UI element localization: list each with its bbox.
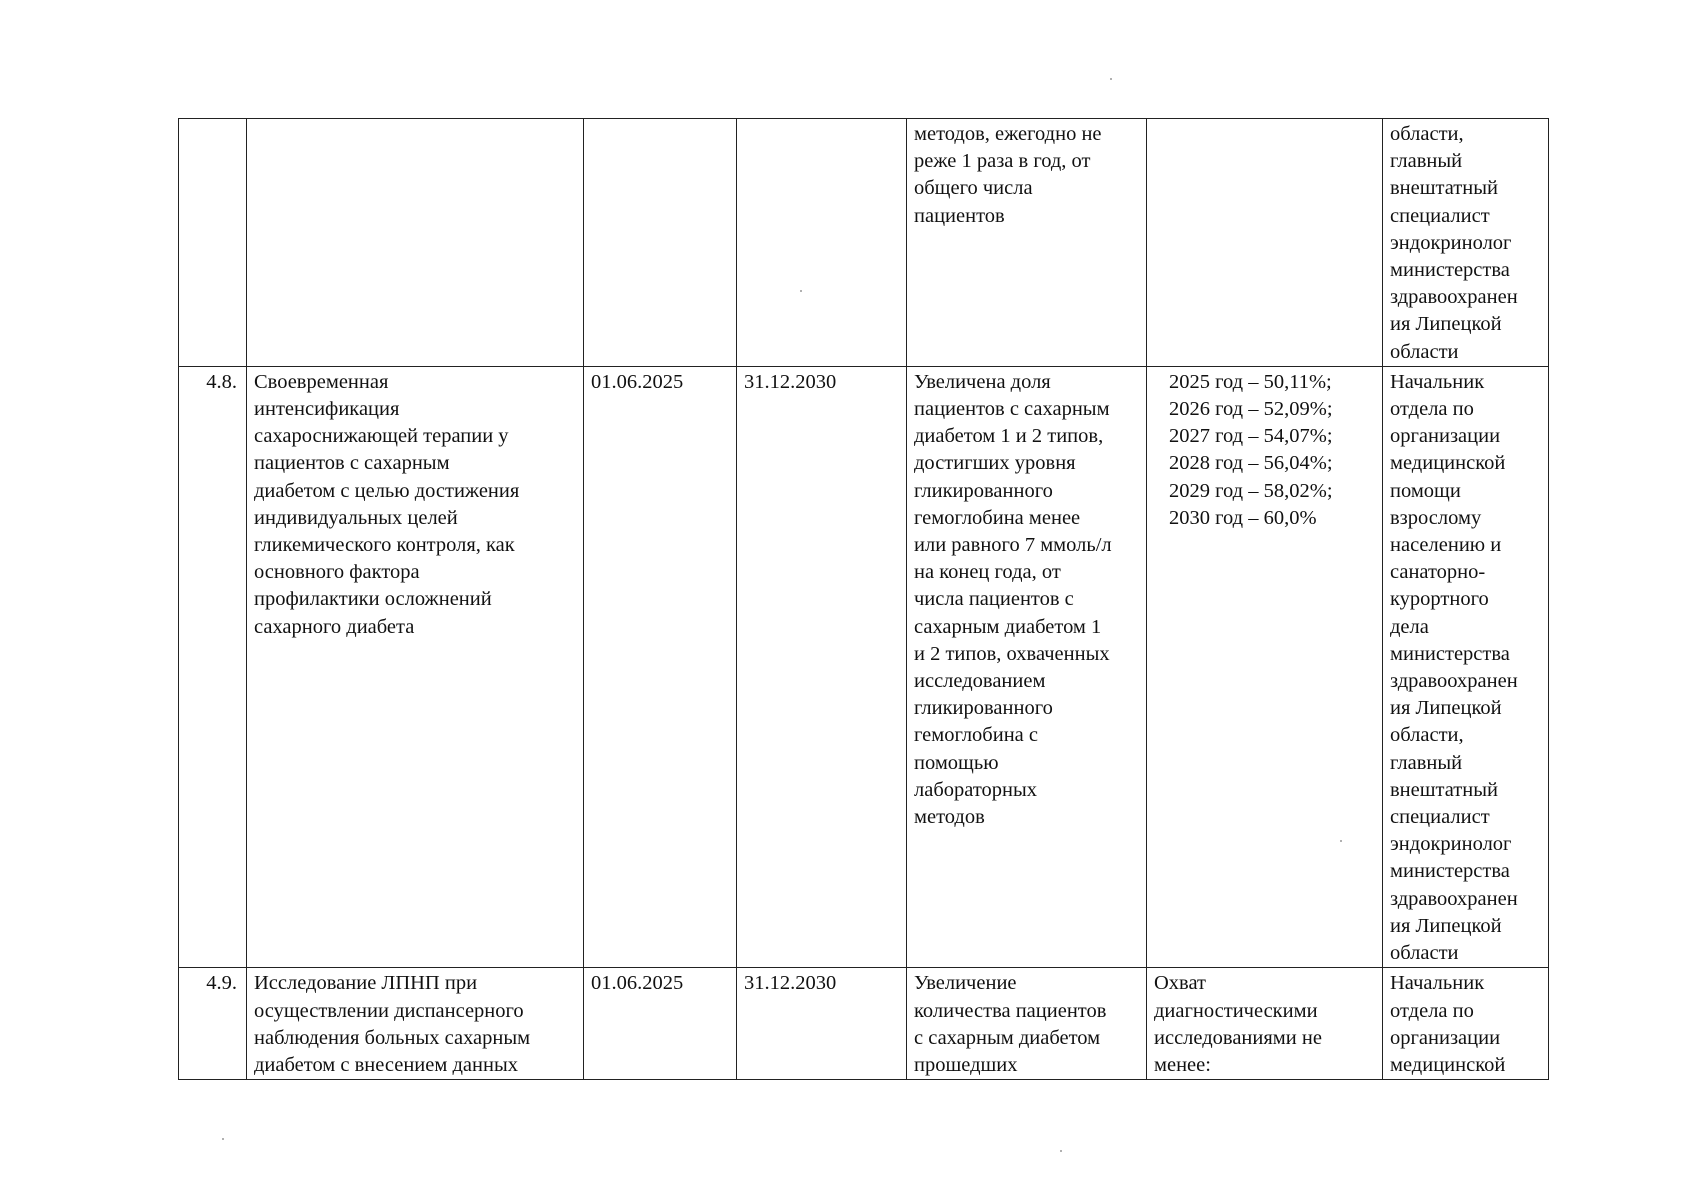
result-text: Увеличена доля пациентов с сахарным диабетом 1 и 2 типов, достигших уровня гликированного гемоглобина менее или равного 7 ммоль/л на конец года, от числа пациентов с сахарным диабетом 1 и 2 типов, охваченных исследованием гликированного гемоглобина с помощью лабораторных методов: [914, 370, 1112, 829]
responsible-text: Начальник отдела по организации медицинской: [1390, 972, 1506, 1076]
start-date-cell: [584, 968, 737, 1080]
activity-cell: [247, 119, 584, 367]
responsible-text: Начальник отдела по организации медицинской помощи взрослому населению и санаторно- курортного дела министерства здравоохранен ия Липецкой области, главный внештатный специалист эндокринолог министерства здравоохранен ия Липецкой области: [1390, 370, 1518, 965]
responsible-text: области, главный внештатный специалист эндокринолог министерства здравоохранен ия Липецкой области: [1390, 123, 1518, 363]
activity-text: Своевременная интенсификация сахароснижающей терапии у пациентов с сахарным диабетом с целью достижения индивидуальных целей гликемического контроля, как основного фактора профилактики осложнений сахарного диабета: [254, 370, 520, 638]
result-cell: [907, 119, 1147, 367]
end-date-cell: [737, 366, 907, 967]
end-date-cell: [737, 968, 907, 1080]
start-date-cell: [584, 366, 737, 967]
activity-cell: [247, 366, 584, 967]
activity-text: Исследование ЛПНП при осуществлении диспансерного наблюдения больных сахарным диабетом с внесением данных: [254, 972, 531, 1076]
target-cell: [1147, 366, 1383, 967]
scan-speck: [1340, 840, 1342, 842]
result-cell: [907, 968, 1147, 1080]
target-cell: [1147, 968, 1383, 1080]
end-date: 31.12.2030: [744, 972, 837, 995]
result-text: Увеличение количества пациентов с сахарным диабетом прошедших: [914, 972, 1107, 1076]
scan-speck: [222, 1138, 224, 1140]
scan-speck: [1060, 1150, 1062, 1152]
responsible-cell: [1383, 366, 1549, 967]
row-number-cell: [179, 119, 247, 367]
target-cell: [1147, 119, 1383, 367]
row-number: 4.9.: [206, 972, 237, 995]
table-row: [179, 119, 1549, 367]
row-number: 4.8.: [206, 370, 237, 393]
table-row: [179, 968, 1549, 1080]
end-date: 31.12.2030: [744, 370, 837, 393]
target-text: Охват диагностическими исследованиями не менее:: [1154, 972, 1322, 1076]
activity-cell: [247, 968, 584, 1080]
responsible-cell: [1383, 119, 1549, 367]
end-date-cell: [737, 119, 907, 367]
result-text: методов, ежегодно не реже 1 раза в год, от общего числа пациентов: [914, 123, 1102, 227]
start-date: 01.06.2025: [591, 972, 684, 995]
row-number-cell: [179, 366, 247, 967]
scan-speck: [800, 290, 802, 292]
measures-table: [178, 118, 1549, 1080]
row-number-cell: [179, 968, 247, 1080]
start-date-cell: [584, 119, 737, 367]
target-text: 2025 год – 50,11%; 2026 год – 52,09%; 2027 год – 54,07%; 2028 год – 56,04%; 2029 год – 58,02%; 2030 год – 60,0%: [1169, 370, 1333, 529]
result-cell: [907, 366, 1147, 967]
scan-speck: [1110, 78, 1112, 80]
table-row: [179, 366, 1549, 967]
responsible-cell: [1383, 968, 1549, 1080]
start-date: 01.06.2025: [591, 370, 684, 393]
